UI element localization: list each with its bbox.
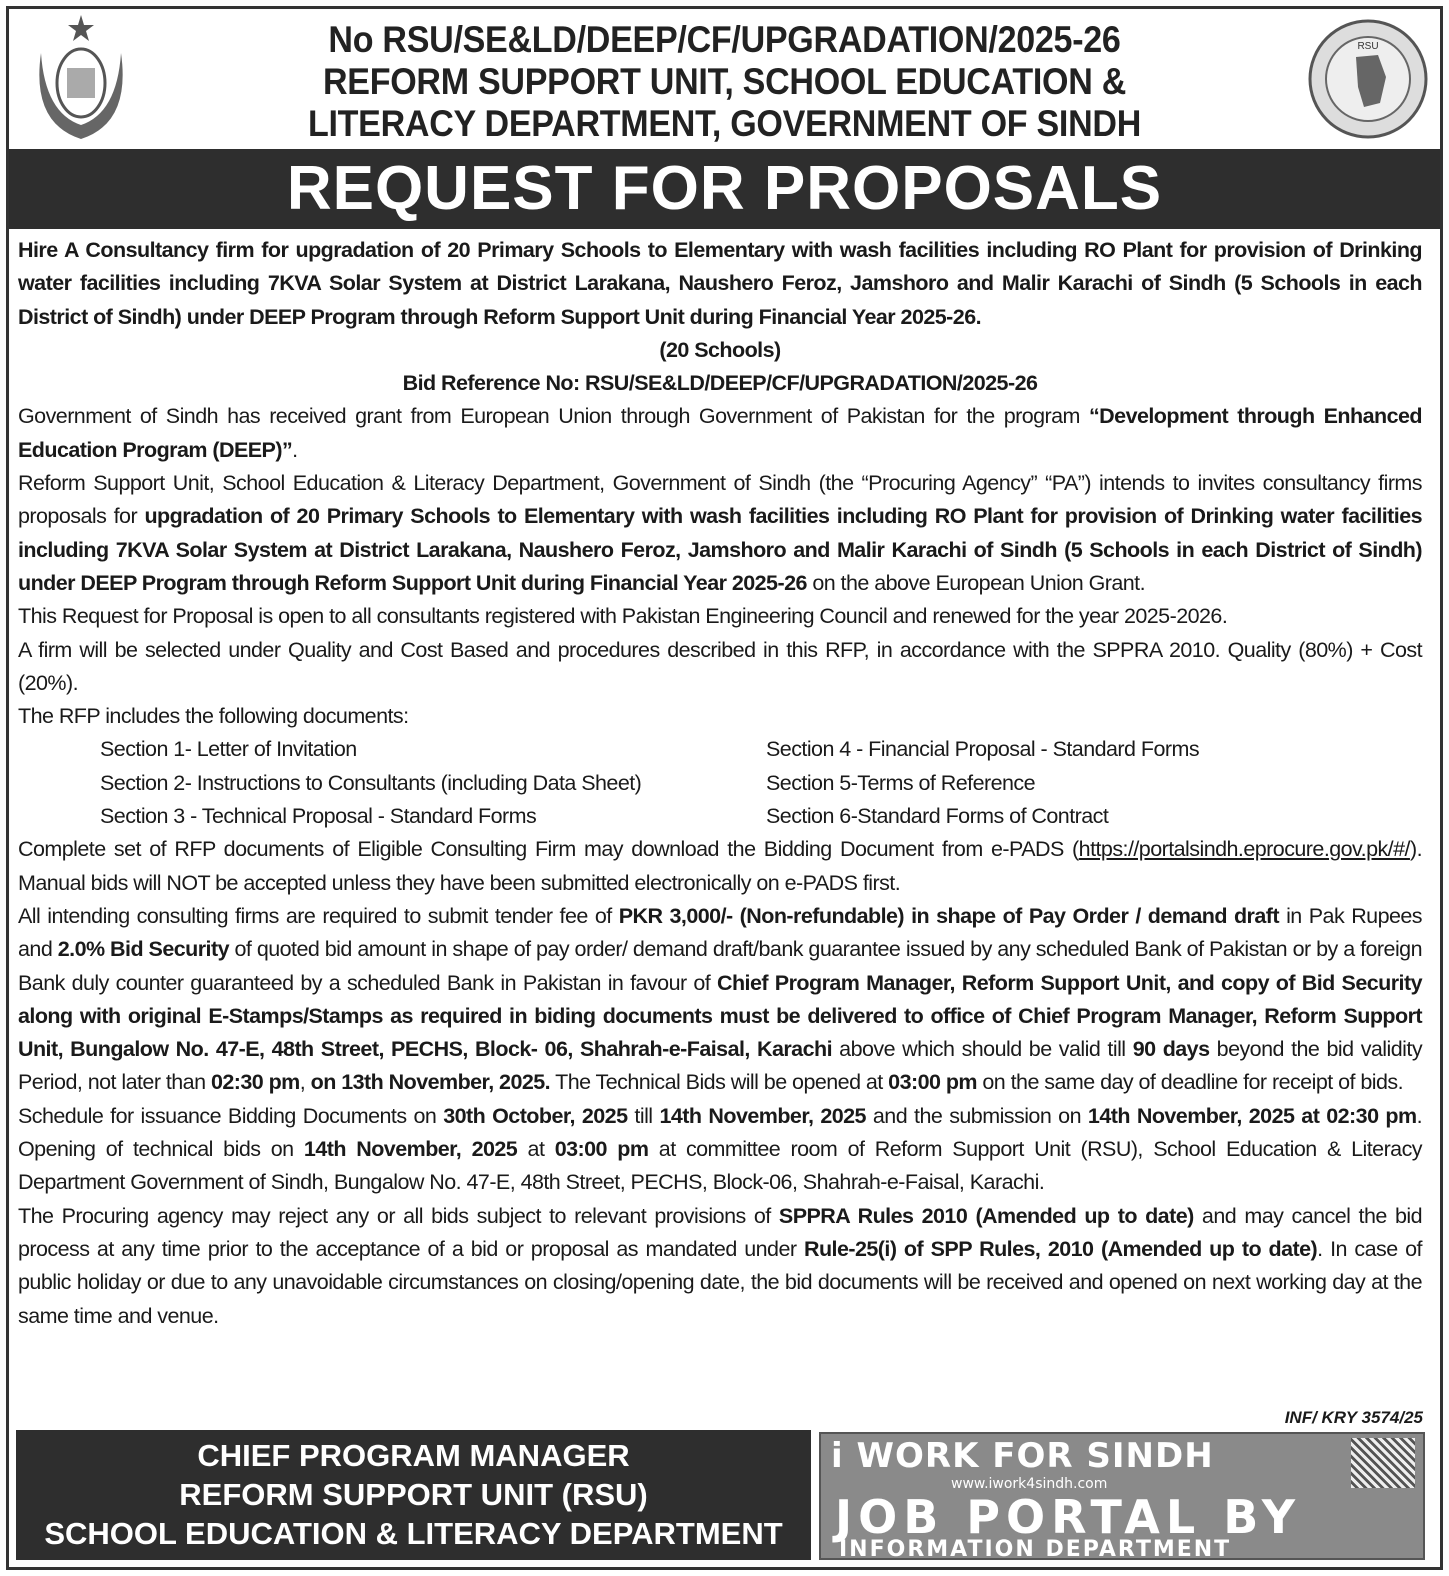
text-segment: till <box>627 1103 660 1128</box>
text-segment: Rule-25(i) of SPP Rules, 2010 (Amended up to date) <box>803 1236 1318 1261</box>
text-segment: , <box>299 1070 311 1095</box>
text-segment: ). Manual bids will NOT be accepted unless they have been submitted electronically on e-PADS first. <box>18 837 1422 895</box>
text-segment: All intending consulting firms are required to submit tender fee of <box>18 903 619 928</box>
text-segment: The RFP includes the following documents: <box>18 704 409 729</box>
header-title <box>204 19 1245 145</box>
qr-code-icon <box>1351 1438 1415 1488</box>
text-segment: This Request for Proposal is open to all consultants registered with Pakistan Engineering Council and renewed for the year 2025-2026. <box>18 604 1228 629</box>
body-paragraph <box>18 400 1422 467</box>
body-paragraph <box>18 700 1422 733</box>
text-segment: 14th November, 2025 <box>303 1137 518 1162</box>
text-segment: upgradation of 20 Primary Schools to Elementary with wash facilities including RO Plant for provision of Drinking water facilities including 7KVA Solar System at District Larakana, Naushero Feroz, Jamshoro and Malir Karachi of Sindh (5 Schools in each District of Sindh) under DEEP Program through Reform Support Unit during Financial Year 2025-26 <box>18 504 1423 595</box>
text-segment: Chief Program Manager, Reform Support Unit, and copy of Bid Security along with original E-Stamps/Stamps as required in biding documents must be delivered to office of Chief Program Manager, Reform Support Unit, Bungalow No. 47-E, 48th Street, PECHS, Block- 06, Shahrah-e-Faisal, Karachi <box>18 970 1422 1062</box>
text-segment: Reform Support Unit, School Education & Literacy Department, Government of Sindh (the “Procuring Agency” “PA”) intends to invites consultancy firms proposals for <box>18 471 1422 529</box>
bid-reference: Bid Reference No: RSU/SE&LD/DEEP/CF/UPGRADATION/2025-26 <box>402 371 1038 396</box>
job-portal-banner <box>819 1432 1425 1560</box>
text-segment: beyond the bid validity Period, not later than <box>18 1037 1423 1095</box>
rsu-seal-icon <box>1306 17 1430 141</box>
portal-url[interactable]: www.iwork4sindh.com <box>951 1476 1108 1492</box>
text-segment: above which should be valid till <box>832 1037 1133 1062</box>
text-segment: on 13th November, 2025. <box>310 1070 551 1095</box>
text-segment: at <box>517 1137 555 1162</box>
body-paragraph <box>18 1100 1422 1200</box>
body-paragraph <box>18 634 1422 701</box>
text-segment: 03:00 pm <box>554 1137 649 1162</box>
signatory-department: SCHOOL EDUCATION & LITERACY DEPARTMENT <box>44 1516 783 1551</box>
text-segment: . <box>292 437 298 462</box>
text-segment: in Pak Rupees and <box>18 903 1423 962</box>
portal-brand: i WORK FOR SINDH <box>831 1436 1214 1476</box>
text-segment: A firm will be selected under Quality and Cost Based and procedures described in this RFP, in accordance with the SPPRA 2010. Quality (80%) + Cost (20%). <box>18 637 1422 695</box>
header <box>9 9 1440 149</box>
text-segment: Government of Sindh has received grant from European Union through Government of Pakistan for the program <box>18 404 1089 429</box>
section-item: Section 6-Standard Forms of Contract <box>766 804 1109 829</box>
body-paragraph <box>18 1200 1422 1333</box>
section-item: Section 3 - Technical Proposal - Standard Forms <box>100 804 537 829</box>
text-segment: on the same day of deadline for receipt of bids. <box>976 1070 1403 1095</box>
text-segment: 02:30 pm <box>210 1070 300 1095</box>
intro-paragraph: Hire A Consultancy firm for upgradation of 20 Primary Schools to Elementary with wash facilities including RO Plant for provision of Drinking water facilities including 7KVA Solar System at District Larakana, Naushero Feroz, Jamshoro and Malir Karachi of Sindh (5 Schools in each District of Sindh) under DEEP Program through Reform Support Unit during Financial Year 2025-26. <box>18 238 1422 329</box>
text-segment: and may cancel the bid process at any time prior to the acceptance of a bid or proposal as mandated under <box>18 1203 1423 1261</box>
section-item: Section 4 - Financial Proposal - Standard Forms <box>766 737 1200 762</box>
text-segment: The Procuring agency may reject any or all bids subject to relevant provisions of <box>18 1203 779 1228</box>
sindh-government-emblem-icon <box>21 13 141 143</box>
text-segment: 30th October, 2025 <box>443 1103 628 1128</box>
body-paragraph <box>18 467 1422 600</box>
text-segment: on the above European Union Grant. <box>806 570 1146 595</box>
document-body <box>18 234 1422 1333</box>
signatory-block <box>16 1430 811 1560</box>
signatory-unit: REFORM SUPPORT UNIT (RSU) <box>179 1477 648 1512</box>
text-segment: 90 days <box>1132 1037 1210 1062</box>
text-segment: SPPRA Rules 2010 (Amended up to date) <box>778 1203 1194 1228</box>
insertion-reference: INF/ KRY 3574/25 <box>1284 1408 1423 1427</box>
text-segment: . Opening of technical bids on <box>18 1103 1422 1162</box>
org-name-line1: REFORM SUPPORT UNIT, SCHOOL EDUCATION & <box>322 61 1127 102</box>
text-segment: of quoted bid amount in shape of pay order/ demand draft/bank guarantee issued by any scheduled Bank of Pakistan or by a foreign Bank duly counter guaranteed by a scheduled Bank in Pakistan in favour of <box>18 937 1422 995</box>
section-item: Section 2- Instructions to Consultants (including Data Sheet) <box>100 770 642 795</box>
text-segment: 03:00 pm <box>888 1070 977 1095</box>
text-segment: . In case of public holiday or due to any unavoidable circumstances on closing/opening date, the bid documents will be received and opened on next working day at the same time and venue. <box>18 1236 1422 1328</box>
text-segment: at committee room of Reform Support Unit (RSU), School Education & Literacy Department Government of Sindh, Bungalow No. 47-E, 48th Street, PECHS, Block-06, Shahrah-e-Faisal, Karachi. <box>18 1137 1422 1195</box>
text-segment: The Technical Bids will be opened at <box>550 1070 889 1095</box>
rfp-download-link[interactable]: https://portalsindh.eprocure.gov.pk/#/ <box>1078 837 1410 862</box>
schools-count: (20 Schools) <box>659 337 781 362</box>
text-segment: 14th November, 2025 at 02:30 pm <box>1087 1103 1417 1128</box>
signatory-title: CHIEF PROGRAM MANAGER <box>197 1438 630 1473</box>
text-segment: 2.0% Bid Security <box>57 937 229 962</box>
text-segment: Schedule for issuance Bidding Documents on <box>18 1103 444 1128</box>
org-name-line2: LITERACY DEPARTMENT, GOVERNMENT OF SINDH <box>307 103 1142 144</box>
body-paragraph <box>18 600 1422 633</box>
reference-number: No RSU/SE&LD/DEEP/CF/UPGRADATION/2025-26 <box>328 19 1121 60</box>
section-item: Section 5-Terms of Reference <box>766 770 1036 795</box>
sections-list <box>18 733 1422 833</box>
body-paragraph <box>18 900 1422 1100</box>
text-segment: 14th November, 2025 <box>659 1103 866 1128</box>
text-segment: PKR 3,000/- (Non-refundable) in shape of Pay Order / demand draft <box>618 903 1280 928</box>
body-paragraph <box>18 833 1422 900</box>
section-item: Section 1- Letter of Invitation <box>100 737 357 762</box>
page-title: REQUEST FOR PROPOSALS <box>9 149 1440 229</box>
text-segment: Complete set of RFP documents of Eligible Consulting Firm may download the Bidding Document from e-PADS ( <box>18 837 1079 862</box>
svg-text:RSU: RSU <box>1357 41 1379 52</box>
text-segment: “Development through Enhanced Education Program (DEEP)” <box>18 404 1422 462</box>
text-segment: and the submission on <box>865 1103 1088 1128</box>
portal-line1: JOB PORTAL BY <box>835 1490 1302 1544</box>
portal-line2: INFORMATION DEPARTMENT <box>839 1537 1232 1562</box>
